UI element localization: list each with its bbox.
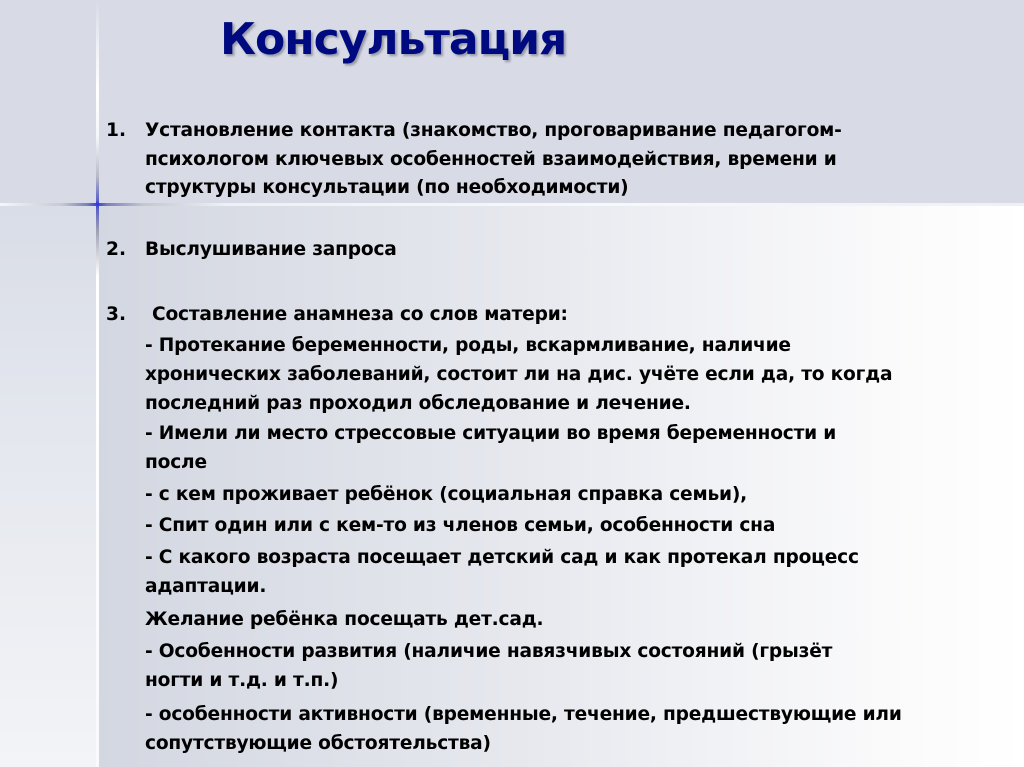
sub-item-text: сопутствующие обстоятельства) [145, 733, 491, 754]
sub-item-text: Желание ребёнка посещать дет.сад. [145, 609, 544, 630]
list-number: 1. [106, 120, 127, 141]
list-item-text: Составление анамнеза со слов матери: [152, 304, 568, 325]
list-item-text: психологом ключевых особенностей взаимодействия, времени и [145, 149, 837, 170]
sub-item-text: - Спит один или с кем-то из членов семьи, особенности сна [145, 515, 776, 536]
vertical-divider-line [96, 0, 99, 767]
slide-title: Консультация [220, 14, 567, 65]
list-item-text: Выслушивание запроса [145, 239, 397, 260]
list-number: 2. [106, 239, 127, 260]
sub-item-text: последний раз проходил обследование и лечение. [145, 393, 691, 414]
sub-item-text: - с кем проживает ребёнок (социальная справка семьи), [145, 484, 747, 505]
sub-item-text: хронических заболеваний, состоит ли на дис. учёте если да, то когда [145, 364, 893, 385]
list-item-text: структуры консультации (по необходимости) [145, 177, 629, 198]
sub-item-text: - Особенности развития (наличие навязчивых состояний (грызёт [145, 641, 833, 662]
left-decor-strip [0, 206, 97, 767]
sub-item-text: - особенности активности (временные, течение, предшествующие или [145, 704, 902, 725]
sub-item-text: ногти и т.д. и т.п.) [145, 670, 339, 691]
sub-item-text: после [145, 452, 207, 473]
sub-item-text: - Протекание беременности, роды, вскармливание, наличие [145, 335, 791, 356]
list-item-text: Установление контакта (знакомство, проговаривание педагогом- [145, 120, 842, 141]
sub-item-text: адаптации. [145, 576, 267, 597]
sub-item-text: - С какого возраста посещает детский сад и как протекал процесс [145, 547, 859, 568]
horizontal-divider-line [0, 203, 1024, 206]
list-number: 3. [106, 304, 127, 325]
sub-item-text: - Имели ли место стрессовые ситуации во время беременности и [145, 423, 837, 444]
